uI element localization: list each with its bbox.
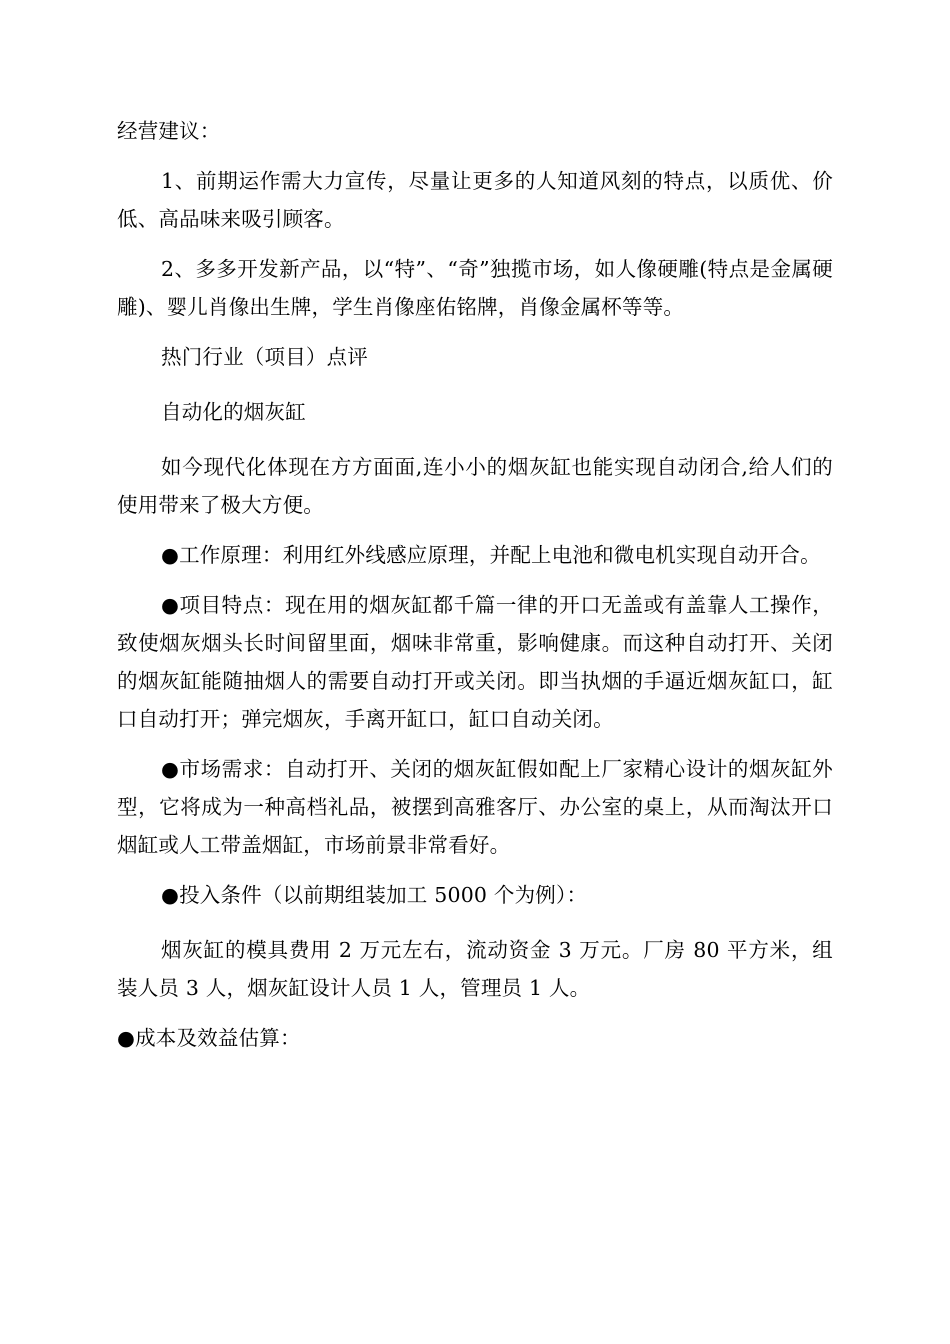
project-intro: 如今现代化体现在方方面面,连小小的烟灰缸也能实现自动闭合,给人们的使用带来了极大方便。 — [117, 455, 833, 517]
project-features: ●项目特点：现在用的烟灰缸都千篇一律的开口无盖或有盖靠人工操作，致使烟灰烟头长时间留里面，烟味非常重，影响健康。而这种自动打开、关闭的烟灰缸能随抽烟人的需要自动打开或关闭。即当执烟的手逼近烟灰缸口，缸口自动打开；弹完烟灰，手离开缸口，缸口自动关闭。 — [117, 593, 833, 731]
investment-title: ●投入条件（以前期组装加工 5000 个为例）： — [161, 883, 588, 907]
market-demand: ●市场需求：自动打开、关闭的烟灰缸假如配上厂家精心设计的烟灰缸外型，它将成为一种高档礼品，被摆到高雅客厅、办公室的桌上，从而淘汰开口烟缸或人工带盖烟缸，市场前景非常看好。 — [117, 757, 833, 857]
investment-detail: 烟灰缸的模具费用 2 万元左右，流动资金 3 万元。厂房 80 平方米，组装人员 3 人，烟灰缸设计人员 1 人，管理员 1 人。 — [117, 938, 833, 1000]
document-page — [117, 112, 833, 1057]
suggestion-1: 1、前期运作需大力宣传，尽量让更多的人知道风刻的特点，以质优、价低、高品味来吸引顾客。 — [117, 169, 833, 231]
project-title: 自动化的烟灰缸 — [161, 400, 306, 424]
working-principle: ●工作原理：利用红外线感应原理，并配上电池和微电机实现自动开合。 — [161, 543, 821, 567]
suggestion-2: 2、多多开发新产品，以“特”、“奇”独揽市场，如人像硬雕(特点是金属硬雕)、婴儿肖像出生牌，学生肖像座佑铭牌，肖像金属杯等等。 — [117, 257, 833, 319]
cost-title: ●成本及效益估算： — [117, 1026, 301, 1050]
section-title: 热门行业（项目）点评 — [161, 345, 368, 369]
heading-business-advice: 经营建议： — [117, 119, 221, 143]
